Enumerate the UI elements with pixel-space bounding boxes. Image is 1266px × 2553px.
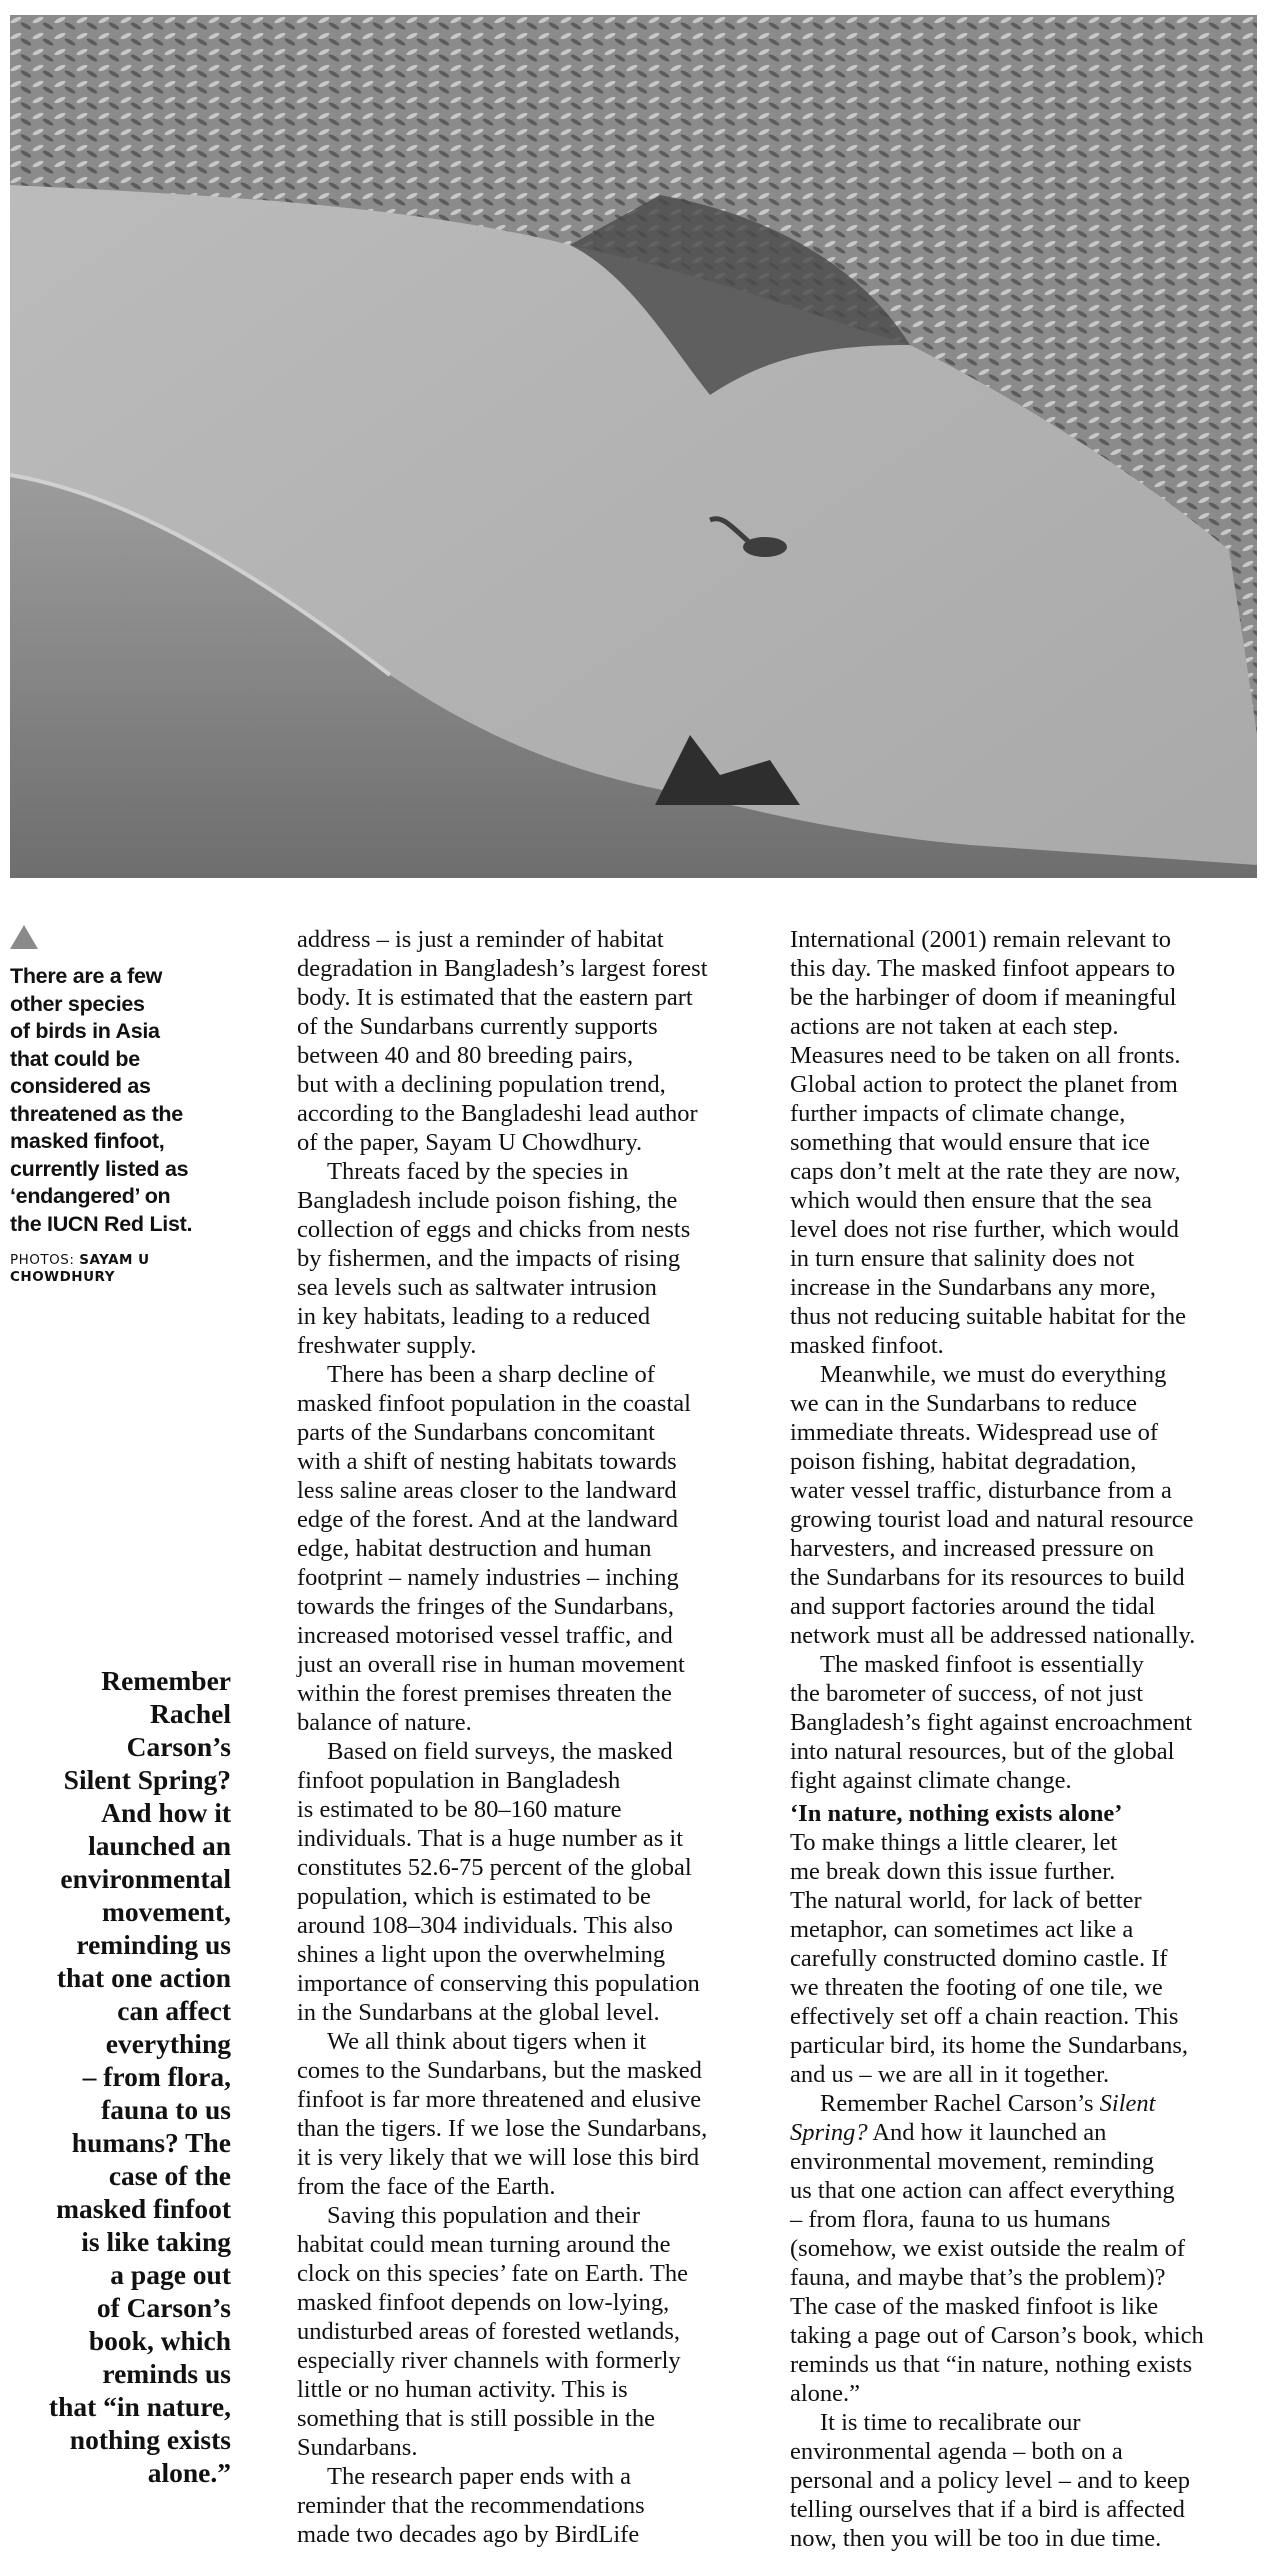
line-text: footprint – namely industries – inching (297, 1564, 679, 1591)
pull-quote (10, 1664, 231, 2489)
body-text-line (790, 1915, 1260, 1944)
line-text: reminds us that “in nature, nothing exists (790, 2351, 1193, 2378)
caption-line: masked finfoot, (10, 1129, 165, 1153)
body-text-line (297, 954, 767, 983)
line-text: masked finfoot depends on low-lying, (297, 2289, 670, 2316)
article-column-right (790, 925, 1260, 2553)
pull-quote-line: Carson’s (126, 1731, 231, 1762)
photo-credit (10, 1252, 250, 1286)
line-text: of the Sundarbans currently supports (297, 1013, 658, 1040)
body-text-line (297, 1998, 767, 2027)
caption-line: There are a few (10, 964, 163, 988)
body-text-line (297, 983, 767, 1012)
caption-line: threatened as the (10, 1101, 183, 1126)
line-text: is estimated to be 80–160 mature (297, 1796, 622, 1823)
body-text-line (790, 1857, 1260, 1886)
line-text: ‘In nature, nothing exists alone’ (790, 1800, 1123, 1827)
body-text-line (790, 2118, 1260, 2147)
body-text-line (790, 2234, 1260, 2263)
pull-quote-line: Rachel (150, 1698, 231, 1729)
line-text: which would then ensure that the sea (790, 1187, 1152, 1214)
line-text: from the face of the Earth. (297, 2173, 556, 2200)
line-text: less saline areas closer to the landward (297, 1477, 677, 1504)
body-text-line (790, 1505, 1260, 1534)
line-text: increased motorised vessel traffic, and (297, 1622, 673, 1649)
line-text: just an overall rise in human movement (297, 1651, 685, 1678)
line-text: Measures need to be taken on all fronts. (790, 1042, 1181, 1069)
line-text: Bangladesh’s fight against encroachment (790, 1709, 1193, 1736)
line-text: carefully constructed domino castle. If (790, 1945, 1168, 1972)
caption-line: the IUCN Red List. (10, 1211, 193, 1236)
body-text-line (790, 2379, 1260, 2408)
credit-name: SAYAM U (79, 1252, 150, 1268)
line-text: than the tigers. If we lose the Sundarbans, (297, 2115, 708, 2142)
credit-label: PHOTOS: (10, 1252, 75, 1268)
body-text-line (790, 954, 1260, 983)
caption-line: ‘endangered’ on (10, 1184, 171, 1208)
line-text: the barometer of success, of not just (790, 1680, 1144, 1707)
pull-quote-line: nothing exists (69, 2424, 231, 2455)
body-text-line (790, 2408, 1260, 2437)
line-text: The research paper ends with a (327, 2463, 632, 2490)
line-text: alone.” (790, 2380, 861, 2407)
line-text: environmental movement, reminding (790, 2148, 1155, 2175)
body-text-line (790, 1708, 1260, 1737)
body-text-line (297, 1795, 767, 1824)
body-text-line (790, 2060, 1260, 2089)
line-text: degradation in Bangladesh’s largest forest (297, 955, 708, 982)
italic-title: Silent (1099, 2090, 1156, 2117)
pull-quote-line: Remember (101, 1665, 231, 1696)
body-text-line (297, 1940, 767, 1969)
article-column-middle (297, 925, 767, 2549)
pull-quote-line: that “in nature, (48, 2391, 231, 2422)
body-text-line (297, 1592, 767, 1621)
body-text-line (297, 1244, 767, 1273)
pull-quote-line: a page out (110, 2259, 231, 2290)
body-text-line (790, 1273, 1260, 1302)
line-text: something that would ensure that ice (790, 1129, 1150, 1156)
line-text: telling ourselves that if a bird is affected (790, 2496, 1185, 2523)
body-text-line (790, 2176, 1260, 2205)
pull-quote-line: can affect (117, 1995, 231, 2026)
line-text: within the forest premises threaten the (297, 1680, 672, 1707)
body-text-line (790, 1828, 1260, 1857)
line-text: and support factories around the tidal (790, 1593, 1156, 1620)
line-text: Meanwhile, we must do everything (820, 1361, 1167, 1388)
line-text: we threaten the footing of one tile, we (790, 1974, 1163, 2001)
body-text-line (790, 1650, 1260, 1679)
body-text-line (297, 1853, 767, 1882)
body-text-line (297, 1331, 767, 1360)
line-text: by fishermen, and the impacts of rising (297, 1245, 681, 1272)
body-text-line (297, 1969, 767, 1998)
line-text: made two decades ago by BirdLife (297, 2521, 640, 2548)
line-text: The case of the masked finfoot is like (790, 2293, 1159, 2320)
pull-quote-line: alone.” (147, 2457, 231, 2488)
line-text: masked finfoot population in the coastal (297, 1390, 691, 1417)
line-text: fight against climate change. (790, 1767, 1072, 1794)
body-text-line (790, 2089, 1260, 2118)
body-text-line (790, 1012, 1260, 1041)
line-text: effectively set off a chain reaction. This (790, 2003, 1179, 2030)
line-text: particular bird, its home the Sundarbans, (790, 2032, 1189, 2059)
body-text-line (790, 1621, 1260, 1650)
body-text-line (790, 1186, 1260, 1215)
pull-quote-line: fauna to us (101, 2094, 231, 2125)
body-text-line (790, 1679, 1260, 1708)
body-text-line (297, 2491, 767, 2520)
line-text: this day. The masked finfoot appears to (790, 955, 1176, 982)
body-text-line (297, 1215, 767, 1244)
line-text: caps don’t melt at the rate they are now, (790, 1158, 1181, 1185)
line-text: International (2001) remain relevant to (790, 926, 1171, 953)
pull-quote-line: Silent Spring? (63, 1764, 231, 1795)
line-text: environmental agenda – both on a (790, 2438, 1123, 2465)
line-text: clock on this species’ fate on Earth. The (297, 2260, 688, 2287)
body-text-line (297, 1360, 767, 1389)
body-text-line (297, 2433, 767, 2462)
body-text-line (297, 1737, 767, 1766)
body-text-line (297, 2172, 767, 2201)
body-text-line (790, 1592, 1260, 1621)
body-text-line (297, 2259, 767, 2288)
body-text-line (297, 2085, 767, 2114)
body-text-line (790, 1360, 1260, 1389)
body-text-line (790, 1973, 1260, 2002)
line-text: little or no human activity. This is (297, 2376, 628, 2403)
body-text-line (297, 2288, 767, 2317)
line-text: we can in the Sundarbans to reduce (790, 1390, 1137, 1417)
body-text-line (297, 1273, 767, 1302)
line-text: And how it launched an (867, 2119, 1107, 2146)
triangle-pointer-icon (10, 925, 38, 949)
body-text-line (790, 2321, 1260, 2350)
body-text-line (790, 1534, 1260, 1563)
line-text: shines a light upon the overwhelming (297, 1941, 666, 1968)
body-text-line (297, 1534, 767, 1563)
body-text-line (297, 1505, 767, 1534)
line-text: network must all be addressed nationally. (790, 1622, 1196, 1649)
line-text: it is very likely that we will lose this bird (297, 2144, 700, 2171)
body-text-line (790, 1331, 1260, 1360)
caption-line: other species (10, 991, 145, 1016)
body-text-line (297, 1824, 767, 1853)
pull-quote-line: book, which (88, 2325, 231, 2356)
pull-quote-line: – from flora, (82, 2061, 231, 2092)
line-text: constitutes 52.6-75 percent of the global (297, 1854, 692, 1881)
line-text: fauna, and maybe that’s the problem)? (790, 2264, 1166, 2291)
photo-caption (10, 925, 250, 1286)
body-text-line (297, 1650, 767, 1679)
line-text: thus not reducing suitable habitat for the (790, 1303, 1186, 1330)
line-text: Saving this population and their (327, 2202, 641, 2229)
body-text-line (790, 1041, 1260, 1070)
pull-quote-line: launched an (88, 1830, 231, 1861)
line-text: undisturbed areas of forested wetlands, (297, 2318, 681, 2345)
line-text: sea levels such as saltwater intrusion (297, 1274, 657, 1301)
body-text-line (790, 2031, 1260, 2060)
body-text-line (790, 983, 1260, 1012)
body-text-line (297, 1447, 767, 1476)
body-text-line (297, 1099, 767, 1128)
line-text: reminder that the recommendations (297, 2492, 645, 2519)
line-text: but with a declining population trend, (297, 1071, 666, 1098)
body-text-line (790, 1476, 1260, 1505)
line-text: body. It is estimated that the eastern part (297, 984, 693, 1011)
line-text: something that is still possible in the (297, 2405, 655, 2432)
credit-name: CHOWDHURY (10, 1269, 115, 1285)
body-text-line (297, 1041, 767, 1070)
body-text-line (297, 2520, 767, 2549)
body-text-line (790, 1563, 1260, 1592)
line-text: in key habitats, leading to a reduced (297, 1303, 651, 1330)
line-text: There has been a sharp decline of (327, 1361, 655, 1388)
caption-line: of birds in Asia (10, 1019, 160, 1043)
pull-quote-line: that one action (56, 1962, 231, 1993)
line-text: We all think about tigers when it (327, 2028, 647, 2055)
line-text: us that one action can affect everything (790, 2177, 1175, 2204)
line-text: To make things a little clearer, let (790, 1829, 1118, 1856)
line-text: me break down this issue further. (790, 1858, 1116, 1885)
body-text-line (297, 2143, 767, 2172)
body-text-line (297, 2027, 767, 2056)
body-text-line (297, 1911, 767, 1940)
line-text: parts of the Sundarbans concomitant (297, 1419, 655, 1446)
body-text-line (790, 2466, 1260, 2495)
body-text-line (297, 1766, 767, 1795)
line-text: poison fishing, habitat degradation, (790, 1448, 1137, 1475)
body-text-line (790, 2495, 1260, 2524)
body-text-line (297, 1389, 767, 1418)
line-text: into natural resources, but of the global (790, 1738, 1175, 1765)
line-text: now, then you will be too in due time. (790, 2525, 1162, 2552)
line-text: address – is just a reminder of habitat (297, 926, 664, 953)
line-text: increase in the Sundarbans any more, (790, 1274, 1157, 1301)
body-text-line (790, 1302, 1260, 1331)
caption-line: currently listed as (10, 1156, 189, 1181)
section-heading (790, 1799, 1260, 1828)
pull-quote-line: reminds us (102, 2358, 231, 2389)
line-text: immediate threats. Widespread use of (790, 1419, 1158, 1446)
body-text-line (297, 2201, 767, 2230)
body-text-line (297, 1621, 767, 1650)
line-text: harvesters, and increased pressure on (790, 1535, 1154, 1562)
line-text: of the paper, Sayam U Chowdhury. (297, 1129, 643, 1156)
body-text-line (790, 2292, 1260, 2321)
line-text: growing tourist load and natural resource (790, 1506, 1194, 1533)
body-text-line (297, 1070, 767, 1099)
line-text: Remember Rachel Carson’s (820, 2090, 1100, 2117)
body-text-line (297, 1157, 767, 1186)
line-text: edge of the forest. And at the landward (297, 1506, 678, 1533)
body-text-line (297, 2375, 767, 2404)
pull-quote-line: humans? The (71, 2127, 231, 2158)
line-text: (somehow, we exist outside the realm of (790, 2235, 1186, 2262)
line-text: actions are not taken at each step. (790, 1013, 1119, 1040)
line-text: personal and a policy level – and to keep (790, 2467, 1191, 2494)
pull-quote-line: masked finfoot (56, 2193, 231, 2224)
body-text-line (297, 1186, 767, 1215)
pull-quote-line: And how it (101, 1797, 231, 1828)
body-text-line (790, 1389, 1260, 1418)
body-text-line (790, 2205, 1260, 2234)
body-text-line (790, 2263, 1260, 2292)
pull-quote-line: environmental (60, 1863, 231, 1894)
line-text: Bangladesh include poison fishing, the (297, 1187, 678, 1214)
body-text-line (790, 1099, 1260, 1128)
line-text: Based on field surveys, the masked (327, 1738, 673, 1765)
body-text-line (297, 1418, 767, 1447)
body-text-line (790, 1766, 1260, 1795)
line-text: importance of conserving this population (297, 1970, 700, 1997)
pull-quote-line: movement, (101, 1896, 231, 1927)
body-text-line (297, 1882, 767, 1911)
body-text-line (790, 1447, 1260, 1476)
body-text-line (297, 2230, 767, 2259)
line-text: edge, habitat destruction and human (297, 1535, 652, 1562)
pull-quote-line: reminding us (76, 1929, 231, 1960)
line-text: water vessel traffic, disturbance from a (790, 1477, 1172, 1504)
line-text: The masked finfoot is essentially (820, 1651, 1144, 1678)
line-text: metaphor, can sometimes act like a (790, 1916, 1134, 1943)
body-text-line (790, 1944, 1260, 1973)
body-text-line (790, 1418, 1260, 1447)
line-text: population, which is estimated to be (297, 1883, 651, 1910)
line-text: balance of nature. (297, 1709, 472, 1736)
line-text: individuals. That is a huge number as it (297, 1825, 684, 1852)
line-text: and us – we are all in it together. (790, 2061, 1110, 2088)
line-text: with a shift of nesting habitats towards (297, 1448, 677, 1475)
caption-line: considered as (10, 1074, 151, 1098)
body-text-line (297, 925, 767, 954)
line-text: in the Sundarbans at the global level. (297, 1999, 660, 2026)
italic-title: Spring? (790, 2119, 868, 2146)
pull-quote-line: case of the (108, 2160, 231, 2191)
body-text-line (790, 1215, 1260, 1244)
pull-quote-line: of Carson’s (96, 2292, 231, 2323)
line-text: Global action to protect the planet from (790, 1071, 1178, 1098)
body-text-line (790, 1070, 1260, 1099)
body-text-line (790, 925, 1260, 954)
body-text-line (297, 2056, 767, 2085)
line-text: between 40 and 80 breeding pairs, (297, 1042, 634, 1069)
line-text: It is time to recalibrate our (820, 2409, 1081, 2436)
body-text-line (790, 2350, 1260, 2379)
line-text: level does not rise further, which would (790, 1216, 1179, 1243)
line-text: further impacts of climate change, (790, 1100, 1126, 1127)
line-text: finfoot is far more threatened and elusive (297, 2086, 702, 2113)
body-text-line (297, 1012, 767, 1041)
body-text-line (297, 2114, 767, 2143)
pull-quote-line: is like taking (81, 2226, 231, 2257)
caption-line: that could be (10, 1046, 140, 1071)
caption-text (10, 963, 250, 1238)
line-text: collection of eggs and chicks from nests (297, 1216, 691, 1243)
body-text-line (790, 2002, 1260, 2031)
body-text-line (297, 1708, 767, 1737)
body-text-line (790, 1737, 1260, 1766)
line-text: taking a page out of Carson’s book, which (790, 2322, 1204, 2349)
line-text: in turn ensure that salinity does not (790, 1245, 1135, 1272)
line-text: – from flora, fauna to us humans (790, 2206, 1111, 2233)
body-text-line (297, 2317, 767, 2346)
line-text: habitat could mean turning around the (297, 2231, 671, 2258)
line-text: around 108–304 individuals. This also (297, 1912, 673, 1939)
line-text: freshwater supply. (297, 1332, 477, 1359)
body-text-line (297, 1476, 767, 1505)
article-photo (10, 15, 1257, 878)
body-text-line (297, 2462, 767, 2491)
body-text-line (297, 2404, 767, 2433)
body-text-line (297, 1128, 767, 1157)
body-text-line (297, 1563, 767, 1592)
line-text: according to the Bangladeshi lead author (297, 1100, 698, 1127)
line-text: masked finfoot. (790, 1332, 944, 1359)
line-text: towards the fringes of the Sundarbans, (297, 1593, 674, 1620)
body-text-line (790, 2147, 1260, 2176)
body-text-line (790, 1128, 1260, 1157)
body-text-line (790, 1244, 1260, 1273)
body-text-line (790, 1157, 1260, 1186)
body-text-line (297, 2346, 767, 2375)
body-text-line (790, 1886, 1260, 1915)
body-text-line (790, 2524, 1260, 2553)
body-text-line (297, 1679, 767, 1708)
line-text: Sundarbans. (297, 2434, 418, 2461)
line-text: especially river channels with formerly (297, 2347, 681, 2374)
line-text: be the harbinger of doom if meaningful (790, 984, 1177, 1011)
body-text-line (297, 1302, 767, 1331)
line-text: finfoot population in Bangladesh (297, 1767, 621, 1794)
line-text: the Sundarbans for its resources to build (790, 1564, 1185, 1591)
line-text: Threats faced by the species in (327, 1158, 629, 1185)
body-text-line (790, 2437, 1260, 2466)
line-text: The natural world, for lack of better (790, 1887, 1142, 1914)
line-text: comes to the Sundarbans, but the masked (297, 2057, 702, 2084)
pull-quote-line: everything (105, 2028, 231, 2059)
